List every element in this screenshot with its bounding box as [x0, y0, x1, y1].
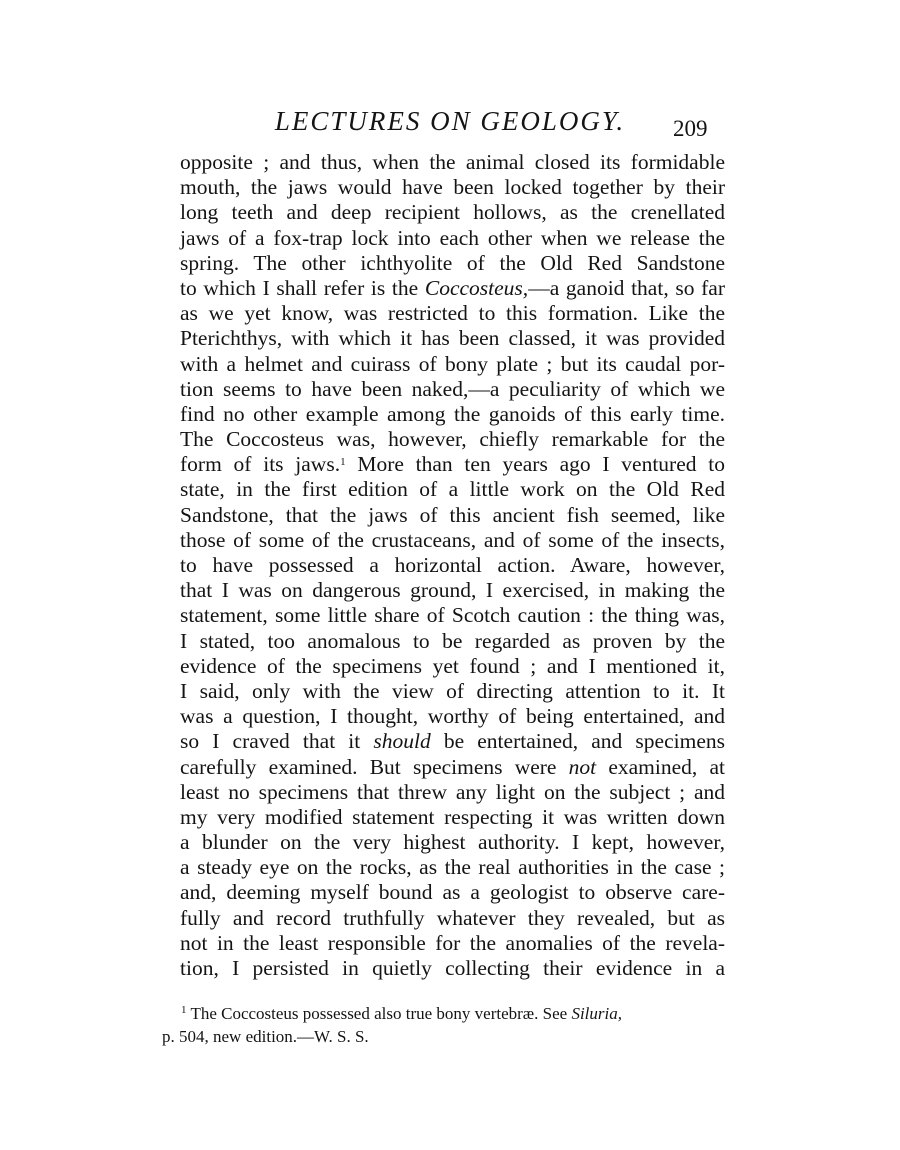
- italic-text: Coccosteus,: [424, 275, 529, 300]
- text-line: state, in the first edition of a little work on the Old Red: [180, 477, 725, 502]
- italic-text: Siluria,: [571, 1004, 622, 1023]
- text-line: to have possessed a horizontal action. Aware, however,: [180, 553, 725, 577]
- text-line: form of its jaws.$^1$ More than ten years ago I ventured to: [180, 452, 725, 477]
- text-line: those of some of the crustaceans, and of some of the insects,: [180, 527, 725, 552]
- text-line: least no specimens that threw any light on the subject ; and: [180, 779, 725, 804]
- text-line: I stated, too anomalous to be regarded as proven by the: [180, 628, 725, 653]
- text-line: statement, some little share of Scotch caution : the thing was,: [180, 603, 725, 628]
- text-line: with a helmet and cuirass of bony plate ; but its caudal por-: [180, 351, 725, 376]
- text-line: a steady eye on the rocks, as the real authorities in the case ;: [180, 855, 725, 880]
- text-line: as we yet know, was restricted to this formation. Like the: [180, 301, 725, 326]
- text-line: opposite ; and thus, when the animal closed its formidable: [180, 150, 725, 174]
- text-line: find no other example among the ganoids of this early time.: [180, 401, 725, 426]
- text-line: fully and record truthfully whatever they revealed, but as: [180, 905, 725, 930]
- text-line: tion seems to have been naked,—a peculiarity of which we: [180, 376, 725, 401]
- text-line: The Coccosteus was, however, chiefly remarkable for the: [180, 427, 725, 452]
- italic-text: not: [568, 754, 597, 779]
- footnote-line: p. 504, new edition.—W. S. S.: [162, 1027, 369, 1046]
- text-line: so I craved that it should be entertained, and specimens: [180, 729, 725, 754]
- text-line: that I was on dangerous ground, I exercised, in making the: [180, 578, 725, 603]
- footnote-marker: 1: [340, 456, 346, 469]
- italic-text: should: [373, 729, 431, 754]
- footnote-marker: 1: [181, 1004, 187, 1016]
- text-line: spring. The other ichthyolite of the Old Red Sandstone: [180, 250, 725, 275]
- footnote-line: $^1$ The Coccosteus possessed also true bony vertebræ. See Siluria,: [181, 1004, 622, 1023]
- page-number: 209: [673, 116, 708, 141]
- text-line: to which I shall refer is the Coccosteus,—a ganoid that, so far: [180, 275, 726, 300]
- text-line: jaws of a fox-trap lock into each other when we release the: [180, 225, 725, 250]
- text-line: evidence of the specimens yet found ; and I mentioned it,: [180, 653, 725, 678]
- body-text: [180, 150, 725, 981]
- footnote: [162, 1002, 725, 1048]
- text-line: my very modified statement respecting it was written down: [180, 804, 725, 829]
- text-line: Pterichthys, with which it has been classed, it was provided: [180, 326, 725, 351]
- text-line: I said, only with the view of directing attention to it. It: [180, 678, 725, 703]
- text-line: Sandstone, that the jaws of this ancient fish seemed, like: [180, 502, 725, 527]
- text-line: was a question, I thought, worthy of being entertained, and: [180, 704, 725, 729]
- text-line: a blunder on the very highest authority. I kept, however,: [180, 830, 725, 855]
- text-line: mouth, the jaws would have been locked together by their: [180, 175, 725, 200]
- text-line: not in the least responsible for the anomalies of the revela-: [180, 930, 725, 955]
- text-line: tion, I persisted in quietly collecting their evidence in a: [180, 956, 725, 980]
- running-head-title: LECTURES ON GEOLOGY.: [274, 106, 626, 136]
- text-line: and, deeming myself bound as a geologist to observe care-: [180, 880, 725, 905]
- text-line: long teeth and deep recipient hollows, as the crenellated: [180, 200, 725, 225]
- text-line: carefully examined. But specimens were not examined, at: [180, 754, 725, 779]
